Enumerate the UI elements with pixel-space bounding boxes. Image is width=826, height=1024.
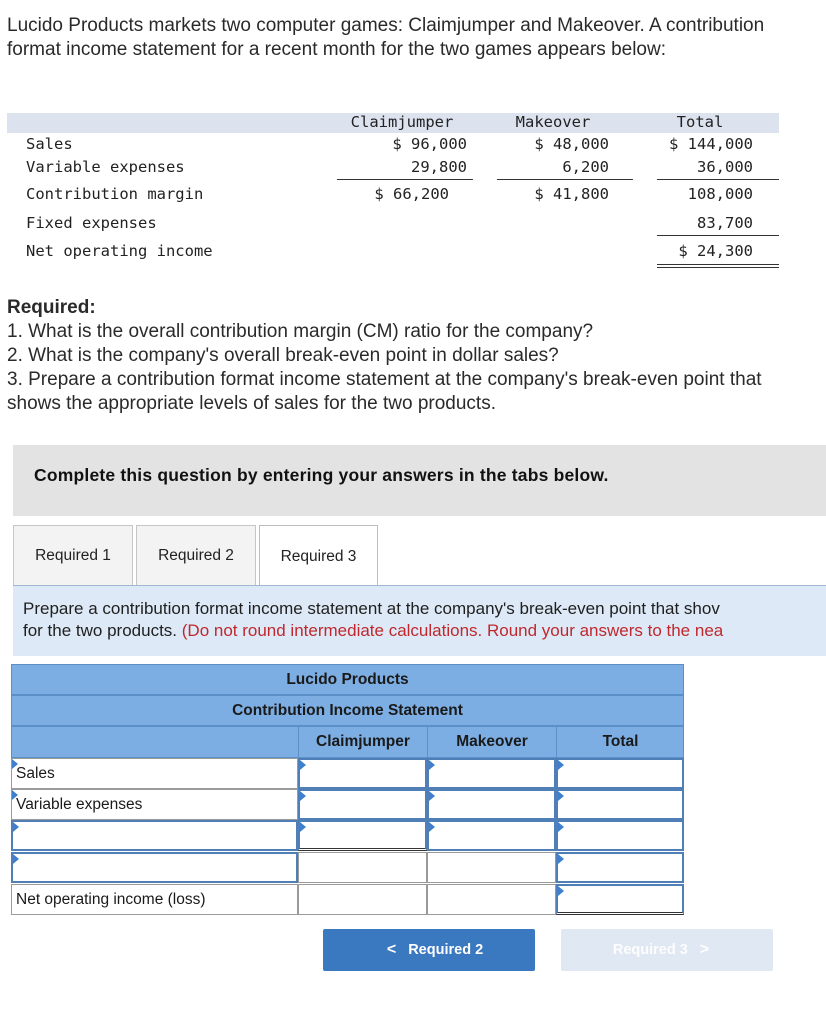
row3-label-input[interactable]: [13, 822, 296, 849]
noi-makeover-cell: [427, 884, 556, 915]
instruction-text: for the two products.: [23, 621, 182, 640]
prev-required-2-button[interactable]: [323, 929, 535, 971]
complete-question-banner: [13, 445, 826, 516]
tab-required-3[interactable]: Required 3: [259, 525, 378, 587]
problem-intro: Lucido Products markets two computer games: Claimjumper and Makeover. A contribution format income statement for a recent month for the two games appears below:: [7, 15, 765, 60]
row4-makeover-cell: [427, 852, 556, 883]
answer-table-column-headers: [11, 726, 684, 758]
sales-claimjumper-input[interactable]: [300, 760, 425, 787]
row4-claimjumper-cell: [298, 852, 427, 883]
answer-row-blank-2: [11, 852, 684, 883]
instruction-rounding-note: (Do not round intermediate calculations. Round your answers to the nea: [181, 621, 724, 640]
value-claimjumper: 29,800: [411, 158, 467, 176]
col-header-claimjumper: Claimjumper: [350, 113, 454, 131]
row3-total-cell: [556, 820, 684, 851]
answer-col-makeover: Makeover: [427, 727, 556, 757]
underline: [497, 179, 633, 180]
noi-total-input[interactable]: [558, 886, 682, 912]
value-total: $ 24,300: [678, 242, 753, 260]
row3-claimjumper-cell: [298, 820, 427, 851]
row-label: Variable expenses: [26, 158, 185, 176]
variable-makeover-input[interactable]: [429, 791, 554, 818]
complete-question-text: Complete this question by entering your answers in the tabs below.: [34, 465, 609, 485]
sales-makeover-input[interactable]: [429, 760, 554, 787]
input-marker-icon: [12, 759, 18, 769]
row4-label-cell: [11, 852, 298, 883]
required-item-2: 2. What is the company's overall break-even point in dollar sales?: [7, 345, 559, 366]
row3-makeover-cell: [427, 820, 556, 851]
variable-claimjumper-input[interactable]: [300, 791, 425, 818]
variable-makeover-cell: [427, 789, 556, 820]
instruction-line-2: [23, 620, 826, 642]
next-required-3-button[interactable]: [561, 929, 773, 971]
answer-row-label: [11, 789, 298, 820]
answer-label-variable-expenses: Variable expenses: [16, 796, 143, 813]
required-item-1: 1. What is the overall contribution margin (CM) ratio for the company?: [7, 321, 594, 342]
statement-row-fixed-expenses: [7, 214, 779, 241]
variable-claimjumper-cell: [298, 789, 427, 820]
underline: [657, 179, 779, 180]
value-total: 36,000: [697, 158, 753, 176]
value-claimjumper: $ 66,200: [374, 185, 449, 203]
double-underline: [657, 264, 779, 268]
tab-required-1[interactable]: Required 1: [13, 525, 133, 585]
row-label: Net operating income: [26, 242, 213, 260]
variable-total-cell: [556, 789, 684, 820]
underline: [657, 235, 779, 236]
answer-table-title: Contribution Income Statement: [11, 695, 684, 726]
chevron-left-icon: <: [386, 941, 397, 958]
answer-row-sales: [11, 758, 684, 789]
value-total: $ 144,000: [669, 135, 753, 153]
next-button-label: Required 3: [612, 942, 688, 958]
answer-label-net-operating-income: Net operating income (loss): [16, 891, 206, 908]
row3-label-cell: [11, 820, 298, 851]
answer-row-label: [11, 758, 298, 789]
row-label: Sales: [26, 135, 73, 153]
row3-makeover-input[interactable]: [429, 822, 554, 849]
underline: [337, 179, 473, 180]
statement-row-contribution-margin: [7, 185, 779, 212]
answer-col-claimjumper: Claimjumper: [298, 727, 427, 757]
required-section: [7, 296, 807, 416]
value-total: 108,000: [687, 185, 753, 203]
row3-claimjumper-input[interactable]: [300, 822, 425, 848]
answer-row-net-operating-income: [11, 884, 684, 915]
answer-table-company: Lucido Products: [11, 664, 684, 695]
required-title: Required:: [7, 297, 96, 318]
sales-total-input[interactable]: [558, 760, 682, 787]
input-marker-icon: [12, 790, 18, 800]
required-item-3: 3. Prepare a contribution format income statement at the company's break-even point that shows the appropriate levels of sales for the two products.: [7, 369, 762, 414]
row4-label-input[interactable]: [13, 854, 296, 881]
value-makeover: $ 41,800: [534, 185, 609, 203]
value-makeover: 6,200: [562, 158, 609, 176]
tab-required-2[interactable]: Required 2: [136, 525, 256, 585]
instruction-line-1: Prepare a contribution format income statement at the company's break-even point that shov: [23, 599, 720, 618]
answer-label-sales: Sales: [16, 765, 55, 782]
value-makeover: $ 48,000: [534, 135, 609, 153]
noi-claimjumper-cell: [298, 884, 427, 915]
sales-total-cell: [556, 758, 684, 789]
row3-total-input[interactable]: [558, 822, 682, 849]
answer-row-label: [11, 884, 298, 915]
row-label: Contribution margin: [26, 185, 204, 203]
value-claimjumper: $ 96,000: [392, 135, 467, 153]
instruction-panel: [13, 586, 826, 656]
row4-total-cell: [556, 852, 684, 883]
value-total: 83,700: [697, 214, 753, 232]
answer-row-blank-1: [11, 820, 684, 851]
col-header-total: Total: [676, 113, 724, 131]
chevron-right-icon: >: [699, 941, 710, 958]
row-label: Fixed expenses: [26, 214, 157, 232]
answer-col-total: Total: [556, 727, 684, 757]
sales-makeover-cell: [427, 758, 556, 789]
prev-button-label: Required 2: [408, 942, 484, 958]
statement-row-variable-expenses: [7, 158, 779, 185]
col-header-makeover: Makeover: [515, 113, 591, 131]
row4-total-input[interactable]: [558, 854, 682, 881]
sales-claimjumper-cell: [298, 758, 427, 789]
noi-total-cell: [556, 884, 684, 915]
variable-total-input[interactable]: [558, 791, 682, 818]
answer-row-variable-expenses: [11, 789, 684, 820]
